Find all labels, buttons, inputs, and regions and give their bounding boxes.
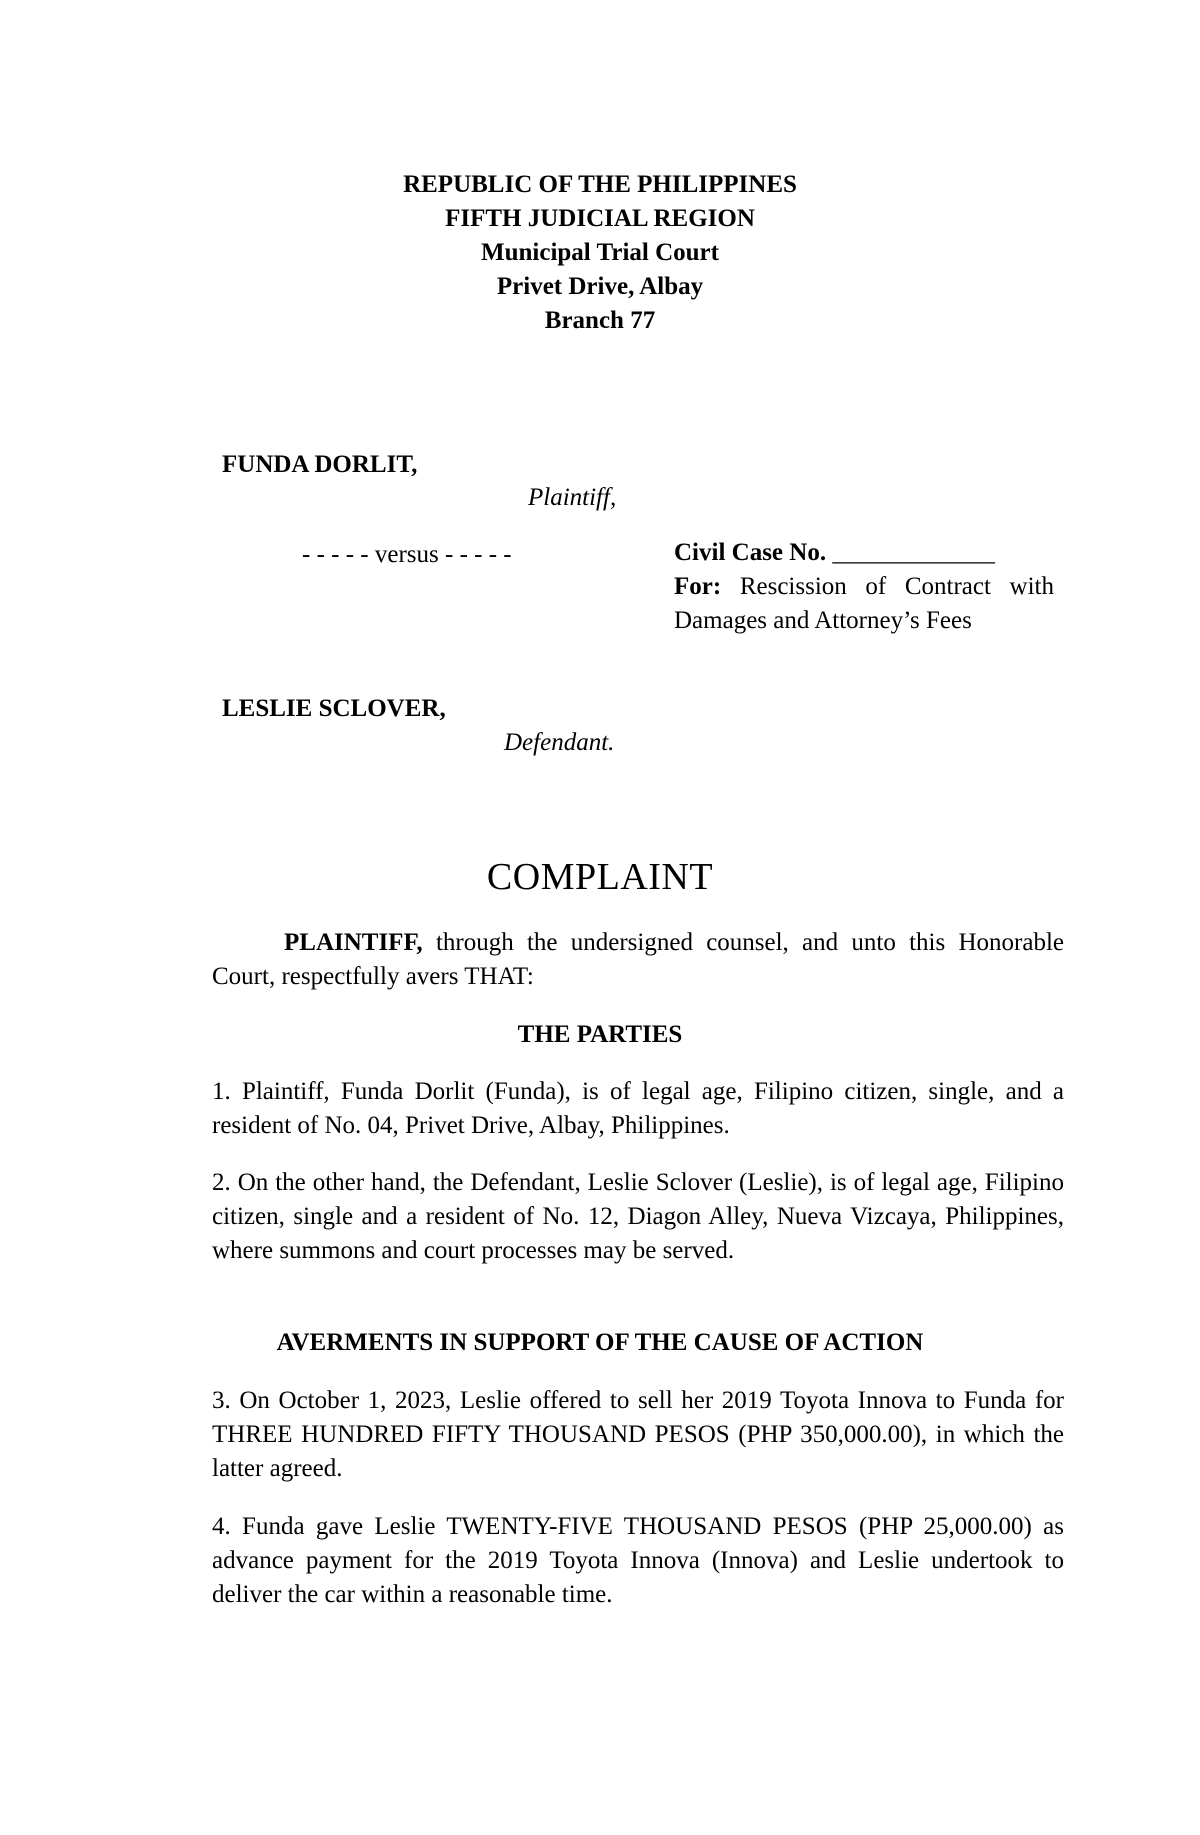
paragraph-2: 2. On the other hand, the Defendant, Leslie Sclover (Leslie), is of legal age, Filipino citizen, single and a resident of No. 12, Diagon Alley, Nueva Vizcaya, Philippines, where summons and court processes may be served. [212,1169,1064,1264]
case-number-label: Civil Case No. [674,539,827,566]
plaintiff-role: Plaintiff, [528,484,617,511]
defendant-role: Defendant. [504,729,615,756]
court-heading-republic: REPUBLIC OF THE PHILIPPINES [403,171,797,198]
paragraph-3: 3. On October 1, 2023, Leslie offered to sell her 2019 Toyota Innova to Funda for THREE HUNDRED FIFTY THOUSAND PESOS (PHP 350,000.00), in which the latter agreed. [212,1387,1064,1482]
paragraph-4: 4. Funda gave Leslie TWENTY-FIVE THOUSAND PESOS (PHP 25,000.00) as advance payment for the 2019 Toyota Innova (Innova) and Leslie undertook to deliver the car within a reasonable time. [212,1513,1064,1608]
intro-text: through the undersigned counsel, and unto this Honorable Court, respectfully avers THAT: [212,929,1064,990]
court-heading-court: Municipal Trial Court [481,239,719,266]
intro-paragraph [212,926,1064,994]
case-nature-text: Rescission of Contract with Damages and Attorney’s Fees [674,573,1054,634]
case-info [674,536,1054,638]
intro-lead: PLAINTIFF, [284,929,423,956]
defendant-name: LESLIE SCLOVER, [222,695,446,722]
versus-divider: - - - - - versus - - - - - [302,541,512,568]
averments-heading: AVERMENTS IN SUPPORT OF THE CAUSE OF ACTION [276,1329,924,1356]
plaintiff-name: FUNDA DORLIT, [222,451,418,478]
parties-heading: THE PARTIES [517,1021,683,1048]
case-number-line [674,536,1054,570]
case-nature-label: For: [674,573,722,600]
court-heading-region: FIFTH JUDICIAL REGION [445,205,755,232]
document-title: COMPLAINT [486,856,714,898]
court-heading-branch: Branch 77 [544,307,656,334]
case-nature [674,570,1054,638]
case-number-blank: _____________ [832,539,995,566]
court-heading-location: Privet Drive, Albay [496,273,704,300]
court-heading [0,168,1200,338]
paragraph-1: 1. Plaintiff, Funda Dorlit (Funda), is of legal age, Filipino citizen, single, and a resident of No. 04, Privet Drive, Albay, Philippines. [212,1078,1064,1139]
